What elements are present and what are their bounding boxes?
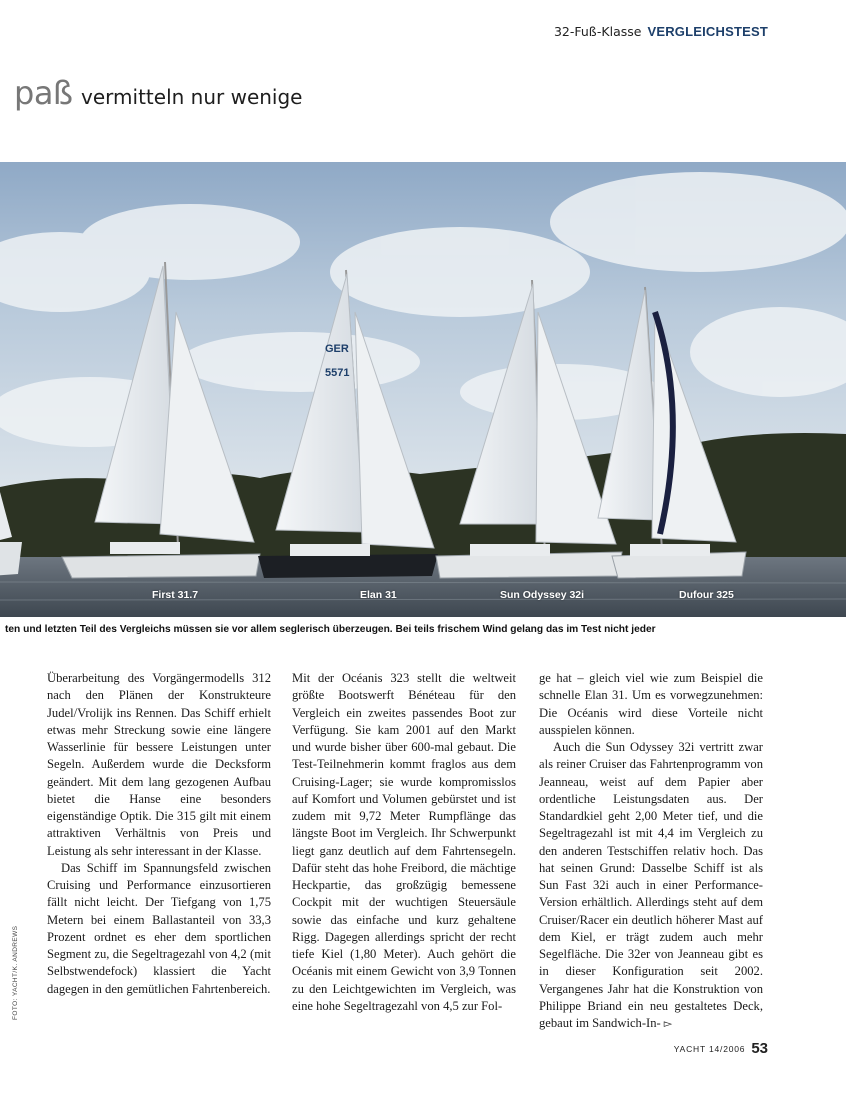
sail-number-country: GER <box>325 343 349 355</box>
headline-text: vermitteln nur wenige <box>81 85 303 109</box>
page-number: 53 <box>751 1040 768 1058</box>
header-topic: 32-Fuß-Klasse <box>553 24 642 39</box>
boat-label-elan: Elan 31 <box>360 589 397 601</box>
sail-number-digits: 5571 <box>325 367 350 379</box>
photo-credit: FOTO: YACHT/K. ANDREWS <box>12 925 19 1020</box>
magazine-issue: YACHT 14/2006 <box>673 1043 746 1054</box>
continue-arrow-icon: ▻ <box>663 1018 673 1030</box>
paragraph: ge hat – gleich viel wie zum Beispiel die schnelle Elan 31. Um es vorwegzunehmen: Die Océanis wird diese Vorteile nicht ausspielen können. <box>539 671 763 737</box>
headline <box>14 74 303 112</box>
paragraph: Mit der Océanis 323 stellt die weltweit größte Bootswerft Bénéteau für den Vergleich ein zweites passendes Boot zur Verfügung. Sie kam 2001 auf den Markt und wurde bisher über 600-mal gebaut. Die Test-Teilnehmerin kommt fraglos aus dem Cruising-Lager; sie wurde kompromisslos auf Komfort und Volumen gebürstet und ist zudem mit 9,72 Meter Rumpflänge das längste Boot im Vergleich. Ihr Schwerpunkt liegt ganz deutlich auf dem Fahrtensegeln. Dafür steht das hohe Freibord, die mächtige Heckpartie, das großzügig bemessene Cockpit mit der wuchtigen Steuersäule sowie das einfache und kurz gehaltene Rigg. Dagegen allerdings spricht der recht tiefe Kiel (1,80 Meter). Auch gehört die Océanis mit einem Gewicht von 3,9 Tonnen zu den Leichtgewichten im Vergleich, was eine hohe Segeltragezahl von 4,5 zur Fol- <box>292 671 516 1013</box>
running-header <box>554 24 768 39</box>
paragraph <box>539 739 763 1033</box>
boat-label-sun-odyssey: Sun Odyssey 32i <box>500 589 585 601</box>
paragraph: Das Schiff im Spannungsfeld zwischen Cruising und Performance einzusortieren fällt nicht leicht. Der Tiefgang von 1,75 Metern bei einem Ballastanteil von 33,3 Prozent ordnet es eher dem sportlichen Segment zu, die Segeltragezahl von 4,2 (mit Selbstwendefock) klassiert die Yacht dagegen in den gemütlichen Fahrtenbereich. <box>47 860 271 996</box>
boat-label-first: First 31.7 <box>152 589 199 601</box>
body-column-1 <box>47 670 271 998</box>
paragraph-text: Auch die Sun Odyssey 32i vertritt zwar als reiner Cruiser das Fahrtenprogramm von Jeanneau, weist auf dem Papier aber ordentliche Leistungsdaten aus. Der Standardkiel geht 2,00 Meter tief, und die Segeltragezahl ist mit 4,4 im Vergleich zu den anderen Testschiffen relativ hoch. Das hat seinen Grund: Dasselbe Schiff ist als Sun Fast 32i auch in einer Performance-Version erhältlich. Allerdings steht auf dem Cruiser/Racer ein deutlich höherer Mast auf dem Kiel, er trägt zudem auch mehr Segelfläche. Die 32er von Jeanneau gibt es in dieser Konfiguration seit 2002. Vergangenes Jahr hat die Konstruktion von Philippe Briand ein neu gestaltetes Deck, gebaut im Sandwich-In- <box>539 740 763 1030</box>
regatta-photo <box>0 162 846 617</box>
body-column-2 <box>292 670 516 1015</box>
photo-caption: ten und letzten Teil des Vergleichs müssen sie vor allem seglerisch überzeugen. Bei teils frischem Wind gelang das im Test nicht jeder <box>5 624 656 635</box>
body-column-3 <box>539 670 763 1033</box>
headline-fragment: paß <box>14 74 73 112</box>
header-section: VERGLEICHSTEST <box>647 24 768 39</box>
paragraph: Überarbeitung des Vorgängermodells 312 nach den Plänen der Konstrukteure Judel/Vrolijk ins Rennen. Das Schiff erhielt etwas mehr Streckung sowie eine längere Wasserlinie für bessere Leistungen unter Segeln. Außerdem wurde die Decksform geändert. Mit dem lang gezogenen Aufbau bietet die Hanse eine besonders eigenständige Optik. Die 315 gilt mit einem attraktiven Verhältnis von Preis und Leistung als sehr interessant in der Klasse. <box>47 671 271 858</box>
page-footer <box>674 1040 768 1058</box>
boat-label-dufour: Dufour 325 <box>679 589 734 601</box>
